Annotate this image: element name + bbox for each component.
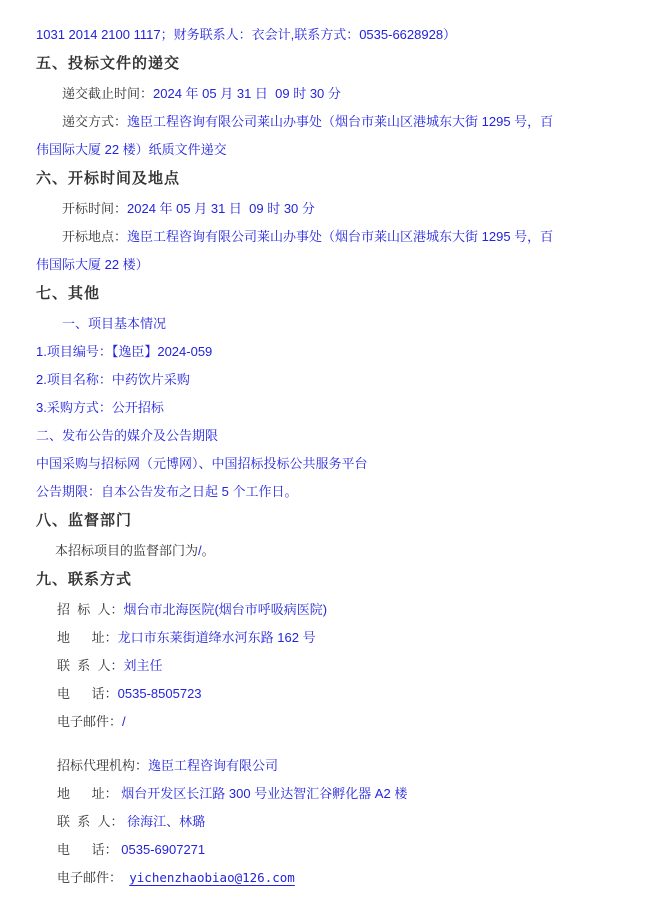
field-label: 递交截止时间： — [62, 86, 154, 101]
project-name — [36, 371, 617, 388]
field-value: 2024 年 05 月 31 日 09 时 30 分 — [153, 86, 341, 101]
field-value: 0535-8505723 — [117, 686, 202, 701]
opening-time — [36, 200, 617, 217]
field-label: 电子邮件： — [57, 870, 123, 885]
field-value: 烟台市北海医院(烟台市呼吸病医院) — [123, 602, 328, 617]
field-label: 招 标 人： — [57, 602, 124, 617]
field-value: 伟国际大厦 22 楼） — [36, 257, 149, 272]
field-label: 地 址： — [57, 630, 118, 645]
payment-info-continuation — [36, 26, 617, 43]
field-label: 开标地点： — [62, 229, 128, 244]
field-label: 开标时间： — [62, 201, 128, 216]
tenderer-name — [36, 601, 617, 618]
agency-email — [36, 869, 617, 886]
section-title: 九、联系方式 — [36, 571, 133, 588]
field-label: 联 系 人： — [57, 658, 124, 673]
submission-method-continuation — [36, 141, 617, 158]
section-heading-opening — [36, 169, 617, 189]
tenderer-contact-person — [36, 657, 617, 674]
field-value: 徐海江、林璐 — [123, 814, 206, 829]
field-text: 中国采购与招标网（元博网）、中国招标投标公共服务平台 — [36, 456, 368, 471]
agency-address — [36, 785, 617, 802]
field-label: 递交方式： — [62, 114, 128, 129]
subsection-project-basic-info — [36, 315, 617, 332]
subsection-title: 一、项目基本情况 — [62, 316, 167, 331]
tenderer-phone — [36, 685, 617, 702]
payment-account-text: 1031 2014 2100 1117；财务联系人：衣会计,联系方式：0535-6628928） — [36, 27, 457, 42]
field-value: 刘主任 — [123, 658, 163, 673]
announcement-period — [36, 483, 617, 500]
tenderer-email — [36, 713, 617, 730]
field-label: 电 话： — [57, 686, 118, 701]
procurement-method — [36, 399, 617, 416]
section-heading-other — [36, 284, 617, 304]
agency-phone — [36, 841, 617, 858]
field-value: / — [122, 714, 126, 729]
project-number — [36, 343, 617, 360]
announcement-platforms — [36, 455, 617, 472]
field-value: 逸臣工程咨询有限公司莱山办事处（烟台市莱山区港城东大街 1295 号，百 — [127, 114, 554, 129]
email-link[interactable]: yichenzhaobiao@126.com — [129, 870, 295, 885]
submission-method — [36, 113, 617, 130]
field-value: 龙口市东莱街道绛水河东路 162 号 — [117, 630, 316, 645]
field-value: 烟台开发区长江路 300 号业达智汇谷孵化器 A2 楼 — [117, 786, 408, 801]
field-text: 1.项目编号：【逸臣】2024-059 — [36, 344, 213, 359]
opening-location-continuation — [36, 256, 617, 273]
section-title: 六、开标时间及地点 — [36, 170, 181, 187]
section-title: 五、投标文件的递交 — [36, 55, 181, 72]
field-label: 招标代理机构： — [57, 758, 149, 773]
field-label: 。 — [201, 543, 215, 558]
agency-name — [36, 757, 617, 774]
tenderer-address — [36, 629, 617, 646]
field-label: 联 系 人： — [57, 814, 124, 829]
field-text: 2.项目名称：中药饮片采购 — [36, 372, 190, 387]
submission-deadline — [36, 85, 617, 102]
subsection-title: 二、发布公告的媒介及公告期限 — [36, 428, 219, 443]
document-body — [36, 26, 617, 886]
section-heading-contact — [36, 570, 617, 590]
supervision-department — [36, 542, 617, 559]
field-value: 伟国际大厦 22 楼）纸质文件递交 — [36, 142, 227, 157]
field-label: 电子邮件： — [57, 714, 123, 729]
field-value: 逸臣工程咨询有限公司莱山办事处（烟台市莱山区港城东大街 1295 号，百 — [127, 229, 554, 244]
field-label: 本招标项目的监督部门为 — [55, 543, 199, 558]
section-heading-submission — [36, 54, 617, 74]
field-text: 公告期限：自本公告发布之日起 5 个工作日。 — [36, 484, 298, 499]
field-label: 电 话： — [57, 842, 118, 857]
field-value: 2024 年 05 月 31 日 09 时 30 分 — [127, 201, 315, 216]
section-heading-supervision — [36, 511, 617, 531]
section-title: 七、其他 — [36, 285, 101, 302]
section-title: 八、监督部门 — [36, 512, 133, 529]
agency-contact-person — [36, 813, 617, 830]
opening-location — [36, 228, 617, 245]
subsection-announcement-media — [36, 427, 617, 444]
field-value: 0535-6907271 — [117, 842, 206, 857]
field-text: 3.采购方式：公开招标 — [36, 400, 164, 415]
field-value: 逸臣工程咨询有限公司 — [148, 758, 279, 773]
field-label: 地 址： — [57, 786, 118, 801]
field-value: / — [198, 543, 202, 558]
